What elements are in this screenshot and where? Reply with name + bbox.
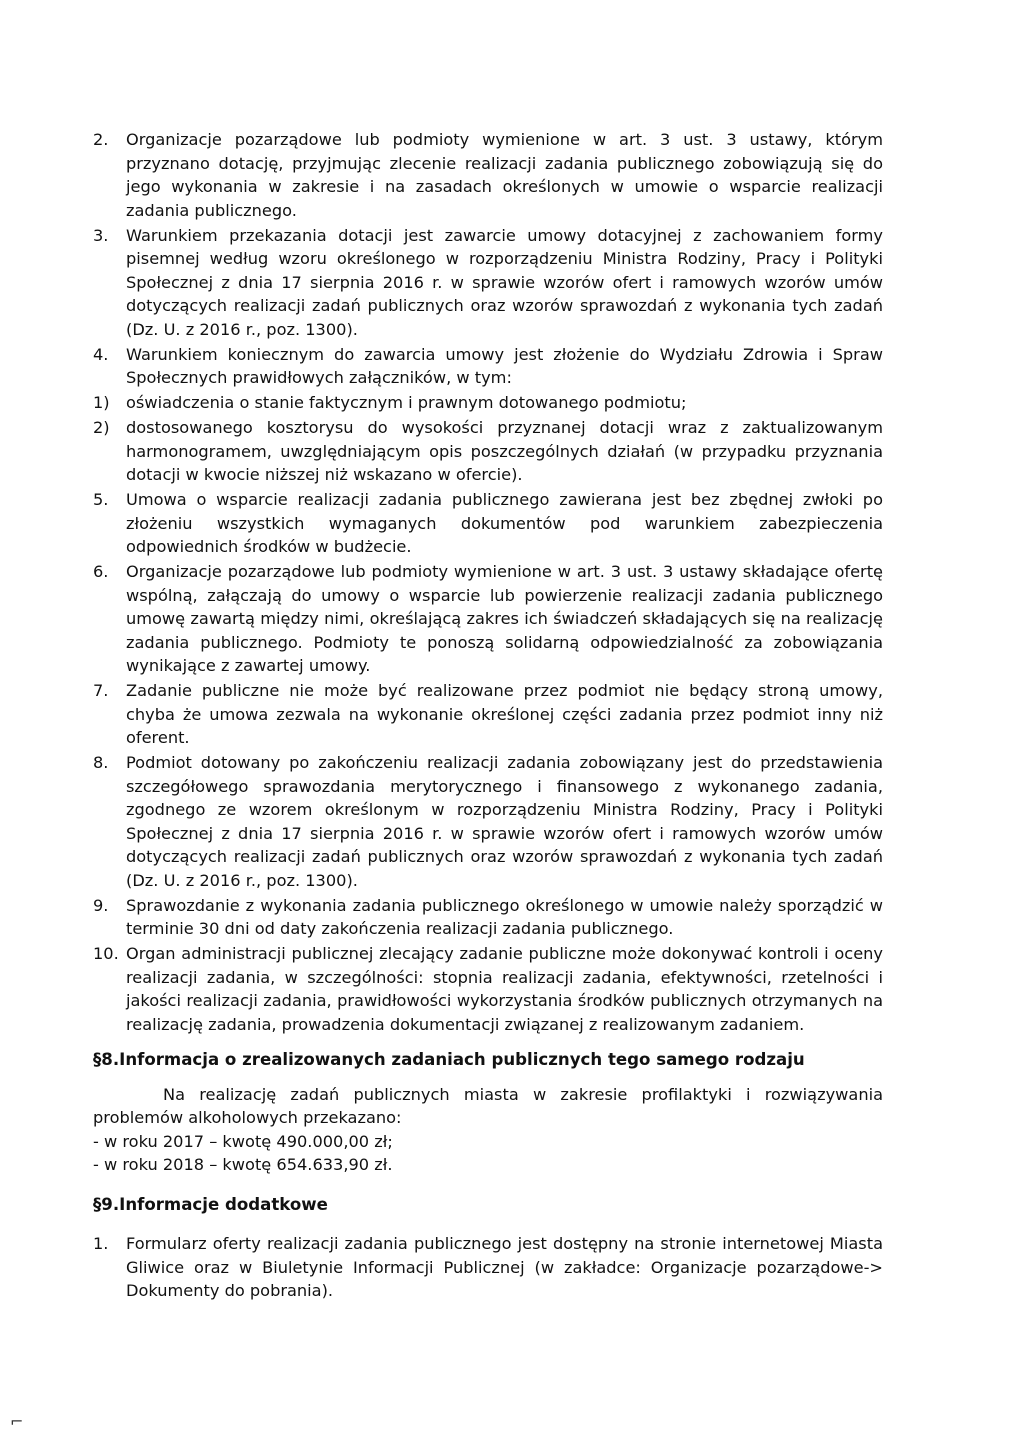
amount-line-2017: - w roku 2017 – kwotę 490.000,00 zł;: [93, 1131, 393, 1151]
item-text: Zadanie publiczne nie może być realizowane przez podmiot nie będący stroną umowy, chyba że umowa zezwala na wykonanie określonej części zadania przez podmiot inny niż oferent.: [126, 681, 883, 747]
item-text: Sprawozdanie z wykonania zadania publicznego określonego w umowie należy sporządzić w terminie 30 dni od daty zakończenia realizacji zadania publicznego.: [126, 895, 883, 938]
item-number: 1.: [93, 1234, 109, 1253]
item-number: 2): [93, 418, 110, 437]
item-number: 1): [93, 393, 110, 412]
section-8-intro: Na realizację zadań publicznych miasta w zakresie profilaktyki i rozwiązywania problemów alkoholowych przekazano:: [93, 1084, 883, 1127]
item-text: Organizacje pozarządowe lub podmioty wymienione w art. 3 ust. 3 ustawy składające ofertę wspólną, załączają do umowy o wsparcie lub powierzenie realizacji zadania publicznego umowę zawartą między nimi, określającą zakres ich świadczeń składających się na realizację zadania publicznego. Podmioty te ponoszą solidarną odpowiedzialność za zobowiązania wynikające z zawartej umowy.: [126, 562, 883, 675]
list-item: [93, 560, 883, 678]
item-text: Podmiot dotowany po zakończeniu realizacji zadania zobowiązany jest do przedstawienia szczegółowego sprawozdania merytorycznego i finansowego z wykonanego zadania, zgodnego ze wzorem określonym w rozporządzeniu Ministra Rodziny, Pracy i Polityki Społecznej z dnia 17 sierpnia 2016 r. w sprawie wzorów ofert i ramowych wzorów umów dotyczących realizacji zadań publicznych oraz wzorów sprawozdań z wykonania tych zadań (Dz. U. z 2016 r., poz. 1300).: [126, 753, 883, 890]
item-number: 6.: [93, 562, 109, 581]
item-text: oświadczenia o stanie faktycznym i prawnym dotowanego podmiotu;: [126, 393, 687, 412]
list-item: [93, 224, 883, 342]
list-item: [93, 679, 883, 750]
item-number: 7.: [93, 681, 109, 700]
list-item: [93, 751, 883, 892]
item-text: dostosowanego kosztorysu do wysokości przyznanej dotacji wraz z zaktualizowanym harmonogramem, uwzględniającym opis poszczególnych działań (w przypadku przyznania dotacji w kwocie niższej niż wskazano w ofercie).: [126, 418, 883, 484]
item-number: 8.: [93, 753, 109, 772]
item-number: 5.: [93, 490, 109, 509]
item-text: Organizacje pozarządowe lub podmioty wymienione w art. 3 ust. 3 ustawy, którym przyznano dotację, przyjmując zlecenie realizacji zadania publicznego zobowiązują się do jego wykonania w zakresie i na zasadach określonych w umowie o wsparcie realizacji zadania publicznego.: [126, 130, 883, 220]
item-text: Formularz oferty realizacji zadania publicznego jest dostępny na stronie internetowej Miasta Gliwice oraz w Biuletynie Informacji Publicznej (w zakładce: Organizacje pozarządowe-> Dokumenty do pobrania).: [126, 1234, 883, 1300]
item-text: Warunkiem koniecznym do zawarcia umowy jest złożenie do Wydziału Zdrowia i Spraw Społecznych prawidłowych załączników, w tym:: [126, 344, 883, 387]
list-item: [93, 416, 883, 487]
item-text: Warunkiem przekazania dotacji jest zawarcie umowy dotacyjnej z zachowaniem formy pisemnej według wzoru określonego w rozporządzeniu Ministra Rodziny, Pracy i Polityki Społecznej z dnia 17 sierpnia 2016 r. w sprawie wzorów ofert i ramowych wzorów umów dotyczących realizacji zadań publicznych oraz wzorów sprawozdań z wykonania tych zadań (Dz. U. z 2016 r., poz. 1300).: [126, 225, 883, 339]
section-8-heading: §8.Informacja o zrealizowanych zadaniach publicznych tego samego rodzaju: [93, 1050, 805, 1069]
list-item: [93, 894, 883, 941]
item-text: Umowa o wsparcie realizacji zadania publicznego zawierana jest bez zbędnej zwłoki po złożeniu wszystkich wymaganych dokumentów pod warunkiem zabezpieczenia odpowiednich środków w budżecie.: [126, 490, 883, 556]
item-number: 10.: [93, 944, 119, 963]
item-number: 2.: [93, 130, 109, 149]
list-item: [93, 391, 883, 415]
item-text: Organ administracji publicznej zlecający zadanie publiczne może dokonywać kontroli i oceny realizacji zadania, w szczególności: stopnia realizacji zadania, efektywności, rzetelności i jakości realizacji zadania, prawidłowości wykorzystania środków publicznych otrzymanych na realizację zadania, prowadzenia dokumentacji związanej z realizowanym zadaniem.: [126, 944, 883, 1034]
item-number: 4.: [93, 344, 109, 364]
list-item: [93, 942, 883, 1036]
list-item: [93, 488, 883, 559]
document-page: [93, 128, 883, 1304]
list-item: [93, 128, 883, 222]
list-item: [93, 1232, 883, 1303]
item-number: 3.: [93, 225, 109, 245]
list-item: [93, 343, 883, 390]
amount-line-2018: - w roku 2018 – kwotę 654.633,90 zł.: [93, 1155, 393, 1174]
corner-mark: ⌐: [10, 1412, 24, 1431]
section-9-heading: §9.Informacje dodatkowe: [93, 1194, 328, 1214]
item-number: 9.: [93, 895, 109, 915]
